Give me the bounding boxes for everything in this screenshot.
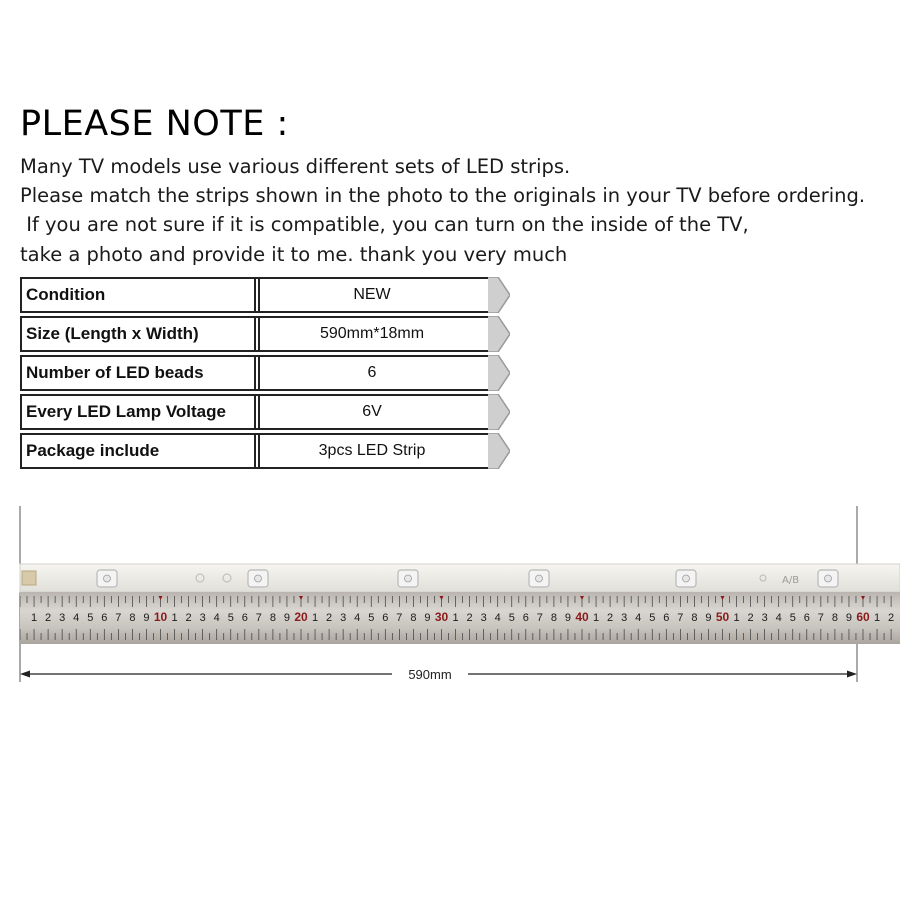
ruler-digit: 6 — [241, 612, 248, 624]
ruler-digit: 5 — [508, 612, 515, 624]
page-title: PLEASE NOTE : — [20, 104, 289, 144]
ruler-major-label: 30 — [434, 610, 449, 624]
ruler-digit: 6 — [663, 612, 670, 624]
spec-row-voltage — [20, 394, 510, 430]
led-strip-photo — [0, 500, 900, 700]
ruler-digit: 2 — [45, 612, 52, 624]
ruler-digit: 5 — [368, 612, 375, 624]
spec-label: Package include — [20, 433, 260, 469]
ruler-major-label: 60 — [856, 610, 870, 624]
ruler-digit: 1 — [311, 612, 319, 624]
ruler-digit: 8 — [410, 612, 417, 624]
ruler-digit: 9 — [845, 612, 853, 624]
spec-value: 590mm*18mm — [254, 316, 488, 352]
ruler-digit: 1 — [452, 612, 459, 624]
ruler-digit: 3 — [480, 612, 487, 624]
ruler-digit: 5 — [649, 612, 656, 624]
ruler-digit: 7 — [115, 612, 122, 624]
spec-label: Condition — [20, 277, 260, 313]
ruler-digit: 5 — [227, 612, 234, 624]
arrow-right-icon — [847, 671, 857, 678]
ruler-digit: 2 — [326, 612, 333, 624]
arrow-right-icon — [488, 433, 510, 469]
ruler-digit: 6 — [382, 612, 389, 624]
ruler-digit: 8 — [550, 612, 557, 624]
strip-marking: A/B — [782, 575, 800, 586]
ruler-digit: 3 — [761, 612, 768, 624]
ruler-digit: 2 — [466, 612, 473, 624]
ruler-digit: 1 — [171, 612, 178, 624]
arrow-right-icon — [488, 394, 510, 430]
spec-value: 3pcs LED Strip — [254, 433, 488, 469]
spec-row-condition — [20, 277, 510, 313]
ruler-digit: 7 — [396, 612, 403, 624]
note-line-4: take a photo and provide it to me. thank you very much — [20, 243, 568, 266]
ruler-digit: 8 — [269, 612, 276, 624]
ruler-major-label: 10 — [153, 610, 168, 624]
ruler-digit: 7 — [817, 612, 824, 624]
ruler-digit: 9 — [564, 612, 572, 624]
arrow-right-icon — [488, 355, 510, 391]
ruler-digit: 4 — [494, 612, 501, 624]
ruler — [20, 592, 900, 644]
arrow-left-icon — [20, 671, 30, 678]
ruler-digit: 2 — [607, 612, 614, 624]
ruler-digit: 2 — [888, 612, 895, 624]
arrow-right-icon — [488, 277, 510, 313]
ruler-digit: 6 — [101, 612, 108, 624]
ruler-digit: 3 — [199, 612, 206, 624]
ruler-digit: 9 — [283, 612, 291, 624]
spec-label: Every LED Lamp Voltage — [20, 394, 260, 430]
ruler-digit: 4 — [354, 612, 361, 624]
ruler-digit: 8 — [691, 612, 698, 624]
spec-value: 6V — [254, 394, 488, 430]
ruler-digit: 5 — [87, 612, 94, 624]
ruler-digit: 6 — [803, 612, 810, 624]
ruler-digit: 6 — [522, 612, 529, 624]
ruler-digit: 4 — [73, 612, 80, 624]
note-line-2: Please match the strips shown in the photo to the originals in your TV before ordering. — [20, 184, 866, 207]
ruler-digit: 2 — [747, 612, 754, 624]
connector-icon — [22, 571, 36, 585]
ruler-digit: 1 — [30, 612, 38, 624]
ruler-digit: 2 — [185, 612, 192, 624]
spec-label: Size (Length x Width) — [20, 316, 260, 352]
ruler-digit: 3 — [340, 612, 347, 624]
note-line-1: Many TV models use various different sets of LED strips. — [20, 155, 571, 178]
dimension-line — [20, 667, 857, 682]
ruler-digit: 9 — [705, 612, 712, 624]
ruler-digit: 1 — [873, 612, 881, 624]
spec-value: NEW — [254, 277, 488, 313]
ruler-major-label: 40 — [575, 610, 589, 624]
ruler-digit: 1 — [733, 612, 740, 624]
ruler-major-label: 50 — [715, 610, 730, 624]
ruler-digit: 7 — [677, 612, 684, 624]
ruler-digit: 4 — [213, 612, 220, 624]
ruler-digit: 8 — [129, 612, 136, 624]
ruler-digit: 5 — [789, 612, 796, 624]
spec-row-size — [20, 316, 510, 352]
arrow-right-icon — [488, 316, 510, 352]
note-line-3: If you are not sure if it is compatible, you can turn on the inside of the TV, — [20, 213, 749, 236]
ruler-major-label: 20 — [294, 610, 308, 624]
ruler-digit: 4 — [775, 612, 782, 624]
ruler-digit: 3 — [621, 612, 628, 624]
spec-row-package — [20, 433, 510, 469]
ruler-digit: 8 — [831, 612, 838, 624]
ruler-digit: 7 — [536, 612, 543, 624]
ruler-digit: 7 — [255, 612, 262, 624]
spec-row-led-beads — [20, 355, 510, 391]
ruler-digit: 4 — [635, 612, 642, 624]
ruler-digit: 9 — [143, 612, 150, 624]
spec-label: Number of LED beads — [20, 355, 260, 391]
ruler-digit: 9 — [424, 612, 431, 624]
spec-value: 6 — [254, 355, 488, 391]
ruler-digit: 1 — [592, 612, 600, 624]
led-strip — [20, 564, 900, 592]
ruler-digit: 3 — [59, 612, 66, 624]
dimension-label: 590mm — [408, 667, 452, 682]
